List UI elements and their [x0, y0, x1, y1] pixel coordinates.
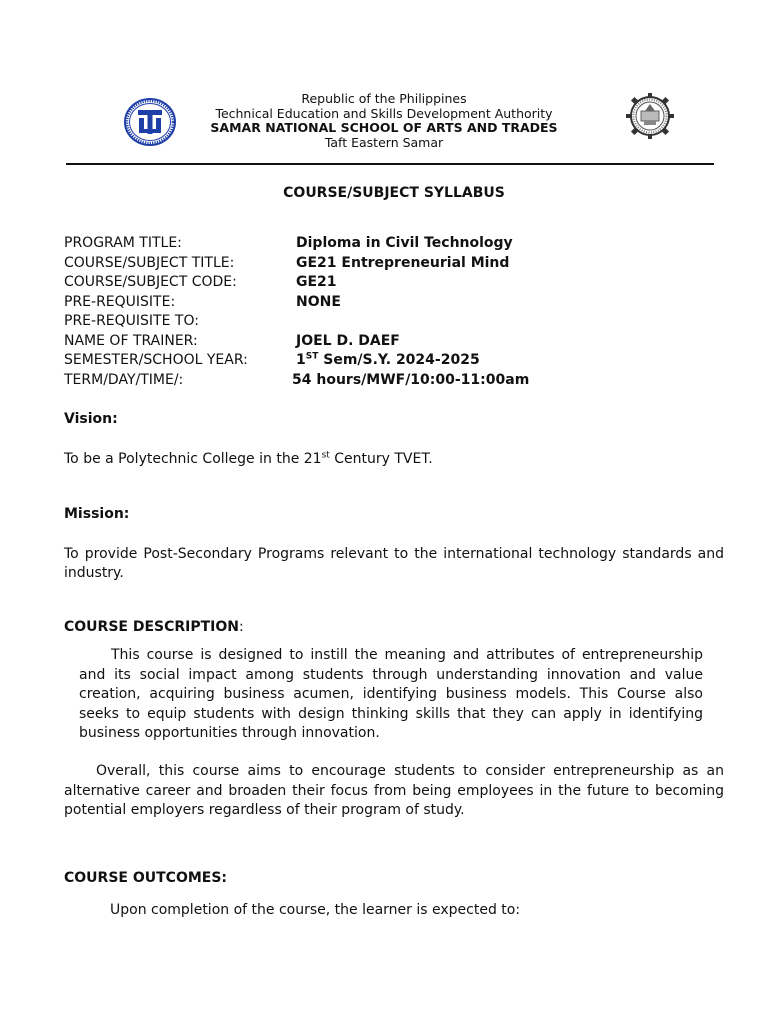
program-title-value: Diploma in Civil Technology [296, 235, 513, 251]
header-location: Taft Eastern Samar [324, 134, 444, 150]
vision-text-start: To be a Polytechnic College in the 21 [64, 451, 322, 467]
course-description-para2: Overall, this course aims to encourage students to consider entrepreneurship as an alternative career and broaden their focus from being employees in the future to becoming potential employers regardless of their program of study. [64, 763, 724, 818]
info-row-prereq-to [64, 312, 529, 332]
course-info-table [64, 234, 529, 390]
header-divider [66, 163, 714, 165]
semester-rest: Sem/S.Y. 2024-2025 [318, 352, 480, 368]
info-row-program [64, 234, 529, 254]
course-code-label: COURSE/SUBJECT CODE: [64, 274, 237, 290]
info-row-trainer [64, 332, 529, 352]
info-row-course-title [64, 254, 529, 274]
document-header [0, 92, 768, 150]
semester-value [296, 351, 480, 371]
term-label: TERM/DAY/TIME/: [64, 371, 184, 388]
header-republic: Republic of the Philippines [301, 91, 467, 106]
course-description-heading [64, 619, 244, 635]
header-school: SAMAR NATIONAL SCHOOL OF ARTS AND TRADES [210, 120, 558, 135]
prereq-to-label: PRE-REQUISITE TO: [64, 313, 199, 329]
semester-ordinal: ST [305, 351, 319, 362]
trainer-label: NAME OF TRAINER: [64, 332, 198, 349]
mission-heading: Mission: [64, 506, 130, 522]
document-title: COURSE/SUBJECT SYLLABUS [283, 185, 505, 201]
info-row-term [64, 371, 529, 391]
course-title-label: COURSE/SUBJECT TITLE: [64, 254, 235, 271]
info-row-semester [64, 351, 529, 371]
course-outcomes-heading: COURSE OUTCOMES: [64, 870, 228, 886]
info-row-course-code [64, 273, 529, 293]
course-outcomes-intro: Upon completion of the course, the learner is expected to: [110, 902, 521, 918]
program-title-label: PROGRAM TITLE: [64, 235, 182, 251]
prereq-value: NONE [296, 293, 341, 310]
semester-number: 1 [296, 352, 306, 368]
course-description-para1: This course is designed to instill the meaning and attributes of entrepreneurship and its social impact among students through understanding innovation and value creation, acquiring business acumen, identifying business models. This Course also seeks to equip students with design thinking skills that they can apply in identifying business opportunities through innovation. [79, 647, 703, 741]
info-row-prereq [64, 293, 529, 313]
trainer-value: JOEL D. DAEF [296, 332, 400, 349]
vision-text [64, 450, 724, 469]
course-code-value: GE21 [296, 274, 337, 290]
course-description-colon: : [239, 619, 244, 635]
term-value: 54 hours/MWF/10:00-11:00am [292, 371, 530, 388]
prereq-label: PRE-REQUISITE: [64, 293, 176, 310]
mission-text: To provide Post-Secondary Programs relevant to the international technology standards and industry. [64, 546, 724, 581]
vision-heading: Vision: [64, 411, 118, 427]
semester-label: SEMESTER/SCHOOL YEAR: [64, 352, 248, 368]
vision-ordinal: st [321, 450, 330, 461]
vision-text-end: Century TVET. [329, 451, 433, 467]
course-title-value: GE21 Entrepreneurial Mind [296, 254, 510, 271]
course-description-heading-text: COURSE DESCRIPTION [64, 619, 240, 635]
header-agency: Technical Education and Skills Development Authority [215, 105, 553, 121]
